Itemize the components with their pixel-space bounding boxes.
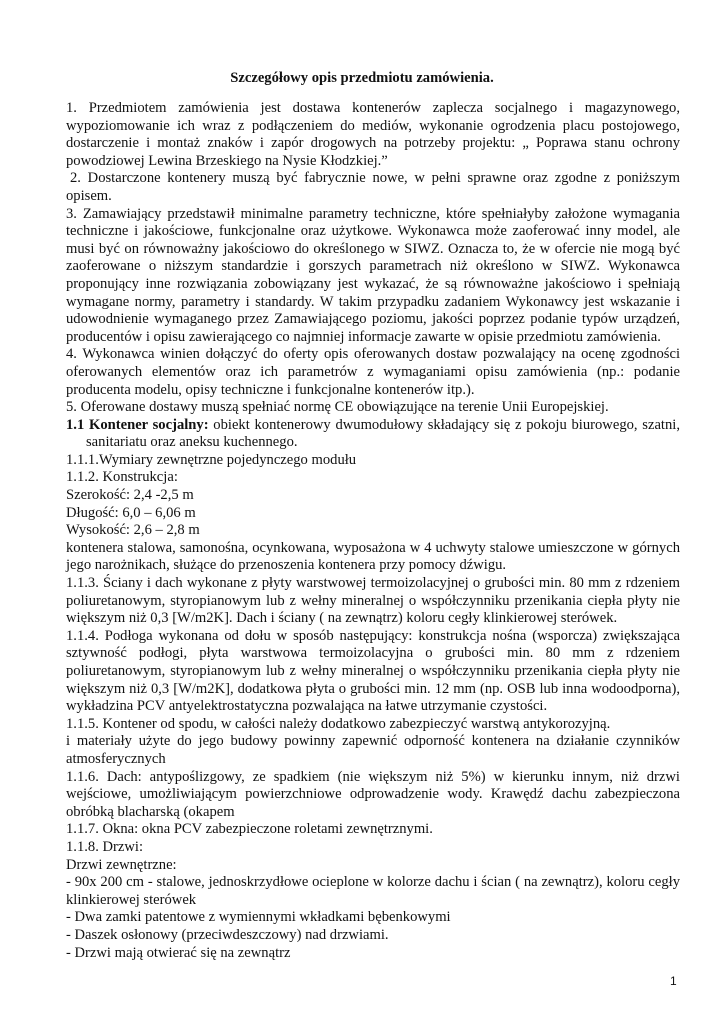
doors-external-heading: Drzwi zewnętrzne: [66,856,177,873]
paragraph-2: 2. Dostarczone kontenery muszą być fabrycznie nowe, w pełni sprawne oraz zgodne z poniższym opisem. [66,170,680,204]
section-1-1-text: obiekt kontenerowy dwumodułowy składający się z pokoju biurowego, szatni, sanitariatu oraz aneksu kuchennego. [86,416,680,451]
section-1-1 [66,417,680,452]
section-1-1-3: 1.1.3. Ściany i dach wykonane z płyty warstwowej termoizolacyjnej o grubości min. 80 mm z rdzeniem poliuretanowym, styropianowym lub z wełny mineralnej o współczynniku przenikania ciepła płyty nie większym niż 0,3 [W/m2K]. Dach i ściany ( na zewnątrz) koloru cegły klinkierowej sterówek. [66,575,680,627]
section-1-1-5-continued: i materiały użyte do jego budowy powinny zapewnić odporność kontenera na działanie czynników atmosferycznych [66,733,680,767]
section-1-1-5: 1.1.5. Kontener od spodu, w całości należy dodatkowo zabezpieczyć warstwą antykorozyjną. [66,715,611,732]
document-title: Szczegółowy opis przedmiotu zamówienia. [230,70,494,86]
section-1-1-8: 1.1.8. Drzwi: [66,838,144,855]
section-1-1-7: 1.1.7. Okna: okna PCV zabezpieczone roletami zewnętrznymi. [66,821,433,838]
section-1-1-2: 1.1.2. Konstrukcja: [66,469,178,486]
paragraph-5: 5. Oferowane dostawy muszą spełniać normę CE obowiązujące na terenie Unii Europejskiej. [66,399,609,416]
doors-bullet-4: - Drzwi mają otwierać się na zewnątrz [66,944,291,961]
paragraph-4: 4. Wykonawca winien dołączyć do oferty opis oferowanych dostaw pozwalający na ocenę zgodności oferowanych elementów oraz ich parametrów z wymaganiami opisu zamówienia (np.: podanie producenta modelu, opisy techniczne i funkcjonalne kontenerów itp.). [66,346,680,398]
doors-bullet-3: - Daszek osłonowy (przeciwdeszczowy) nad drzwiami. [66,926,389,943]
dimension-width: Szerokość: 2,4 -2,5 m [66,487,194,504]
frame-description: kontenera stalowa, samonośna, ocynkowana, wyposażona w 4 uchwyty stalowe umieszczone w górnych jego narożnikach, służące do przenoszenia kontenera przy pomocy dźwigu. [66,539,680,574]
paragraph-3: 3. Zamawiający przedstawił minimalne parametry techniczne, które spełniałyby założone wymagania techniczne i jakościowe, funkcjonalne oraz użytkowe. Wykonawca może zaoferować inny model, ale musi być on równoważny jakościowo do określonego w SIWZ. Oznacza to, że w ofercie nie mogą być zaoferowane o niższym standardzie i gorszych parametrach niż określono w SIWZ. Wykonawca proponujący inne rozwiązania zobowiązany jest wykazać, że są równoważne jakościowo i spełniają wymagane normy, parametry i standardy. W takim przypadku zadaniem Wykonawcy jest wskazanie i udowodnienie wymaganego przez Zamawiającego poziomu, jakości poprzez podanie typów urządzeń, producentów i opisu zawierającego co najmniej informacje zawarte w opisie przedmiotu zamówienia. [66,205,680,345]
section-1-1-4: 1.1.4. Podłoga wykonana od dołu w sposób następujący: konstrukcja nośna (wsporcza) zwiększająca sztywność podłogi, płyta warstwowa termoizolacyjna o grubości min. 80 mm z rdzeniem poliuretanowym, styropianowym lub z wełny mineralnej o współczynniku przenikania ciepła płyty nie większym niż 0,3 [W/m2K], dodatkowa płyta o grubości min. 12 mm (np. OSB lub inna wodoodporna), wykładzina PCV antyelektrostatyczna pozwalająca na łatwe utrzymanie czystości. [66,627,680,715]
doors-bullet-2: - Dwa zamki patentowe z wymiennymi wkładkami bębenkowymi [66,909,451,926]
page-number: 1 [670,974,677,988]
dimension-height: Wysokość: 2,6 – 2,8 m [66,522,200,539]
paragraph-1: 1. Przedmiotem zamówienia jest dostawa kontenerów zaplecza socjalnego i magazynowego, wypoziomowanie ich wraz z podłączeniem do mediów, wykonanie ogrodzenia placu postojowego, dostarczenie i montaż znaków i zapór drogowych na potrzeby projektu: „ Poprawa stanu ochrony powodziowej Lewina Brzeskiego na Nysie Kłodzkiej.” [66,100,680,169]
section-1-1-heading: 1.1 Kontener socjalny: [66,416,209,433]
doors-bullet-1: - 90x 200 cm - stalowe, jednoskrzydłowe ocieplone w kolorze dachu i ścian ( na zewnątrz), koloru cegły klinkierowej sterówek [66,874,680,908]
dimension-length: Długość: 6,0 – 6,06 m [66,504,196,521]
section-1-1-6: 1.1.6. Dach: antypoślizgowy, ze spadkiem (nie większym niż 5%) w kierunku innym, niż drzwi wejściowe, umożliwiającym powierzchniowe odprowadzenie wody. Krawędź dachu zabezpieczona obróbką blacharską (okapem [66,768,680,820]
document-body [66,100,680,962]
section-1-1-1: 1.1.1.Wymiary zewnętrzne pojedynczego modułu [66,451,357,468]
